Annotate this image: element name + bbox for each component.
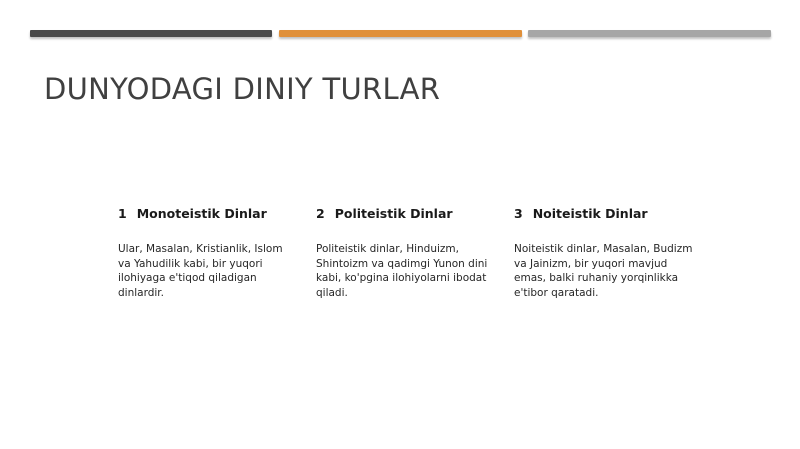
item-number: 3 <box>514 206 523 221</box>
item-polytheistic <box>316 206 496 300</box>
item-heading-text: Noiteistik Dinlar <box>532 206 648 221</box>
item-monotheistic <box>118 206 298 300</box>
accent-bar-orange <box>279 30 522 37</box>
item-description: Ular, Masalan, Kristianlik, Islom va Yahudilik kabi, bir yuqori ilohiyaga e'tiqod qiladigan dinlardir. <box>118 243 283 299</box>
accent-bar-dark <box>30 30 272 37</box>
item-nontheistic <box>514 206 694 300</box>
item-description: Politeistik dinlar, Hinduizm, Shintoizm va qadimgi Yunon dini kabi, ko'pgina ilohiyolarni ibodat qiladi. <box>316 243 488 299</box>
item-heading-text: Politeistik Dinlar <box>334 206 453 221</box>
item-heading-text: Monoteistik Dinlar <box>136 206 267 221</box>
item-description: Noiteistik dinlar, Masalan, Budizm va Jainizm, bir yuqori mavjud emas, balki ruhaniy yorqinlikka e'tibor qaratadi. <box>514 243 693 299</box>
accent-bar-gray <box>528 30 771 37</box>
item-heading <box>514 206 694 224</box>
item-heading <box>316 206 496 224</box>
item-number: 2 <box>316 206 325 221</box>
item-heading <box>118 206 298 224</box>
slide-title: DUNYODAGI DINIY TURLAR <box>44 72 441 106</box>
item-number: 1 <box>118 206 127 221</box>
